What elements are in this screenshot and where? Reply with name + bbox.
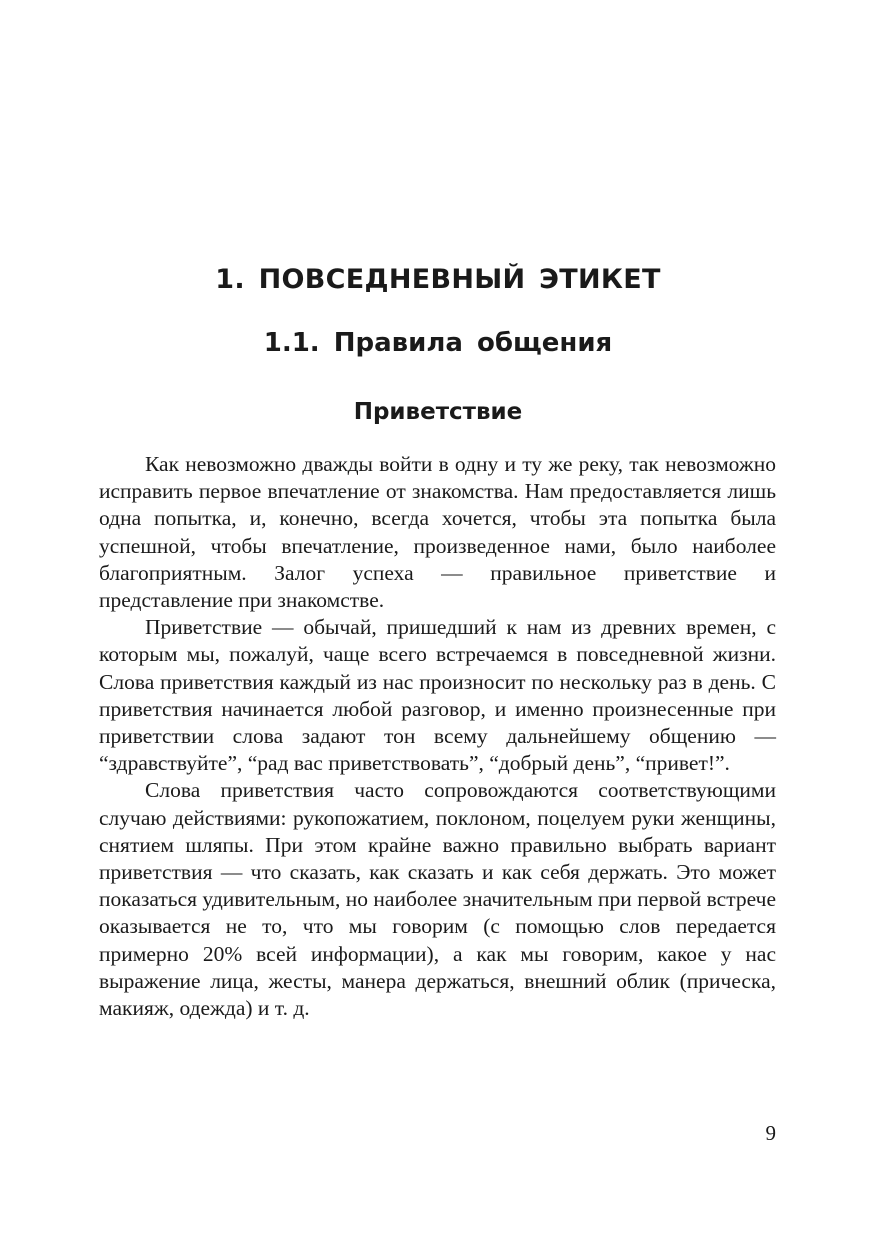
subsection-title: Приветствие <box>353 399 523 425</box>
section-title: 1.1. Правила общения <box>263 328 613 358</box>
body-text <box>99 451 776 1022</box>
chapter-title: 1. ПОВСЕДНЕВНЫЙ ЭТИКЕТ <box>215 264 661 295</box>
page-number: 9 <box>765 1121 776 1145</box>
paragraph: Слова приветствия часто сопровождаются соответствующими случаю действиями: рукопожатием, поклоном, поцелуем руки женщины, снятием шляпы. При этом крайне важно правильно выбрать вариант приветствия — что сказать, как сказать и как себя держать. Это может показаться удивительным, но наиболее значительным при первой встрече оказывается не то, что мы говорим (с помощью слов передается примерно 20% всей информации), а как мы говорим, какое у нас выражение лица, жесты, манера держаться, внешний облик (прическа, макияж, одежда) и т. д. <box>99 778 776 1021</box>
paragraph: Приветствие — обычай, пришедший к нам из древних времен, с которым мы, пожалуй, чаще всего встречаемся в повседневной жизни. Слова приветствия каждый из нас произносит по нескольку раз в день. С приветствия начинается любой разговор, и именно произнесенные при приветствии слова задают тон всему дальнейшему общению — “здравствуйте”, “рад вас приветствовать”, “добрый день”, “привет!”. <box>99 615 776 776</box>
paragraph: Как невозможно дважды войти в одну и ту же реку, так невозможно исправить первое впечатление от знакомства. Нам предоставляется лишь одна попытка, и, конечно, всегда хочется, чтобы эта попытка была успешной, чтобы впечатление, произведенное нами, было наиболее благоприятным. Залог успеха — правильное приветствие и представление при знакомстве. <box>99 452 776 613</box>
